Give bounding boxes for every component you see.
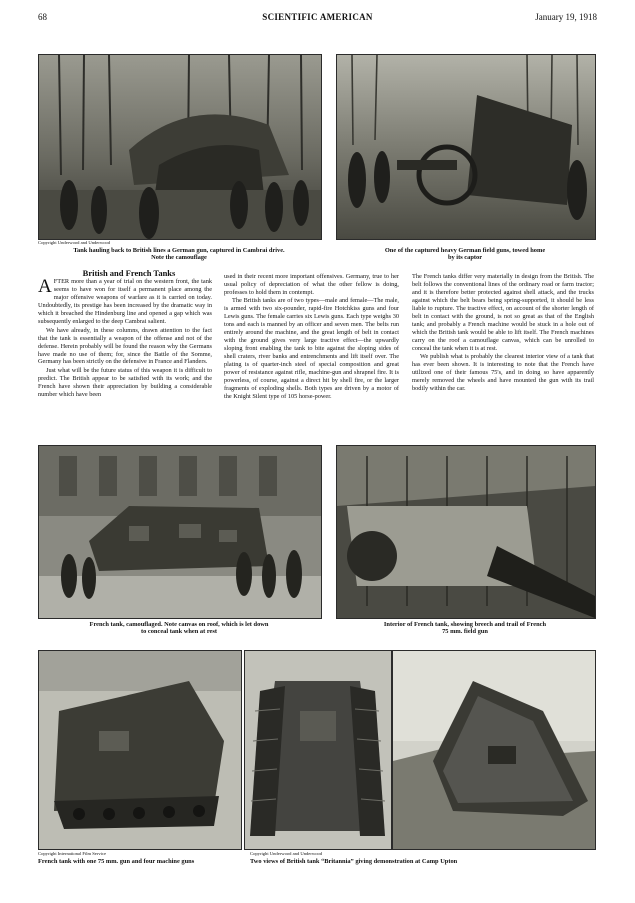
photo-tank-hauling-gun (38, 54, 322, 240)
article-column-3 (412, 273, 594, 393)
drop-cap: A (38, 276, 52, 298)
photo-french-tank-camouflaged (38, 445, 322, 619)
caption-middle-left-line1: French tank, camouflaged. Note canvas on roof, which is let down (89, 621, 269, 628)
photo-britannia-side (392, 650, 596, 850)
caption-bottom-left: French tank with one 75 mm. gun and four machine guns (38, 858, 195, 865)
article-paragraph: We have already, in these columns, drawn attention to the fact that the tank is essentially a weapon of the offense and not of the defense. Herein probably will be found the reason why the Germans have made no use of them; for, since the Battle of the Somme, Germany has been strictly on the defensive in France and Flanders. (38, 326, 212, 366)
photo-french-tank-75mm (38, 650, 242, 850)
article-column-1 (38, 270, 212, 399)
caption-middle-right-line2: 75 mm. field gun (442, 628, 488, 635)
caption-top-left-line1: Tank hauling back to British lines a German gun, captured in Cambrai drive. (73, 247, 285, 254)
article-paragraph: We publish what is probably the clearest interior view of a tank that has ever been shown. It is interesting to note that the French have utilized one of their famous 75's, and in doing so have apparently merely removed the wheels and have mounted the gun with its trail bodily within the car. (412, 353, 594, 392)
caption-top-right-line1: One of the captured heavy German field guns, towed home (384, 247, 546, 254)
article-paragraph: The British tanks are of two types—male and female—The male, is armed with two six-pounder, rapid-fire Hotchkiss guns and four Lewis guns. The female carries six Lewis guns. Each type weighs 30 tons and each is manned by an officer and seven men. The belts run entirely around the machine, and the great length of belt in contact with the ground gives very large tractive effect—the upwardly sloping front enabling the tank to bite against the sloping sides of shell craters, river banks and entrenchments and lift itself over. The plating is of quarter-inch steel of special composition and great power of resistance against rifle, machine-gun and shrapnel fire. It is powerless, of course, against a direct hit by shell fire, or the larger fragments of exploding shells. Both types are driven by a motor of the Knight Silent type of 105 horse-power. (224, 297, 399, 400)
article-paragraph: FTER more than a year of trial on the western front, the tank seems to have won for itself a permanent place among the major offensive weapons of warfare as it is carried on today. Undoubtedly, its prestige has been increased by the dramatic way in which it breached the Hindenburg line and opened a gap which was subsequently enlarged to the deep Cambrai salient. (38, 278, 212, 326)
photo-french-tank-interior (336, 445, 596, 619)
publication-title: SCIENTIFIC AMERICAN (262, 12, 373, 22)
caption-middle-left-line2: to conceal tank when at rest (140, 628, 218, 635)
article-paragraph: used in their recent more important offensives. Germany, true to her usual policy of depreciation of what the other fellow is doing, professes to hold them in contempt. (224, 273, 399, 296)
caption-top-left-line2: Note the camouflage (151, 254, 207, 261)
page-number: 68 (38, 12, 47, 22)
photo-credit-top-left: Copyright Underwood and Underwood (38, 240, 111, 245)
photo-britannia-front (244, 650, 392, 850)
article-paragraph: Just what will be the future status of this weapon it is difficult to predict. The British appear to be satisfied with its work; and the French have shown their appreciation by building a considerable number which have been (38, 366, 212, 398)
article-column-2 (224, 273, 399, 401)
photo-credit-bottom-left: Copyright International Film Service (38, 851, 107, 856)
article-paragraph: The French tanks differ very materially in design from the British. The belt follows the conventional lines of the ordinary road or farm tractor; and it is therefore better protected against shell attack, and the trucks against which the belt bears being spring-supported, it should be less liable to rupture. The tractive effect, on account of the shorter length of belt in contact with the ground, is not so great as that of the English tank; and probably a French machine would be stuck in a hole out of which the British tank would be able to lift itself. The French machines carry on the roof a camouflage canvas, which can be unrolled to conceal the tank when it is at rest. (412, 273, 594, 352)
caption-middle-right-line1: Interior of French tank, showing breech and trail of French (383, 621, 547, 628)
article-title: British and French Tanks (82, 268, 176, 278)
caption-bottom-right: Two views of British tank “Britannia” giving demonstration at Camp Upton (250, 858, 458, 865)
photo-credit-bottom-right: Copyright Underwood and Underwood (250, 851, 323, 856)
caption-top-right-line2: by its captor (447, 254, 483, 261)
photo-captured-german-gun (336, 54, 596, 240)
issue-date: January 19, 1918 (535, 12, 597, 22)
